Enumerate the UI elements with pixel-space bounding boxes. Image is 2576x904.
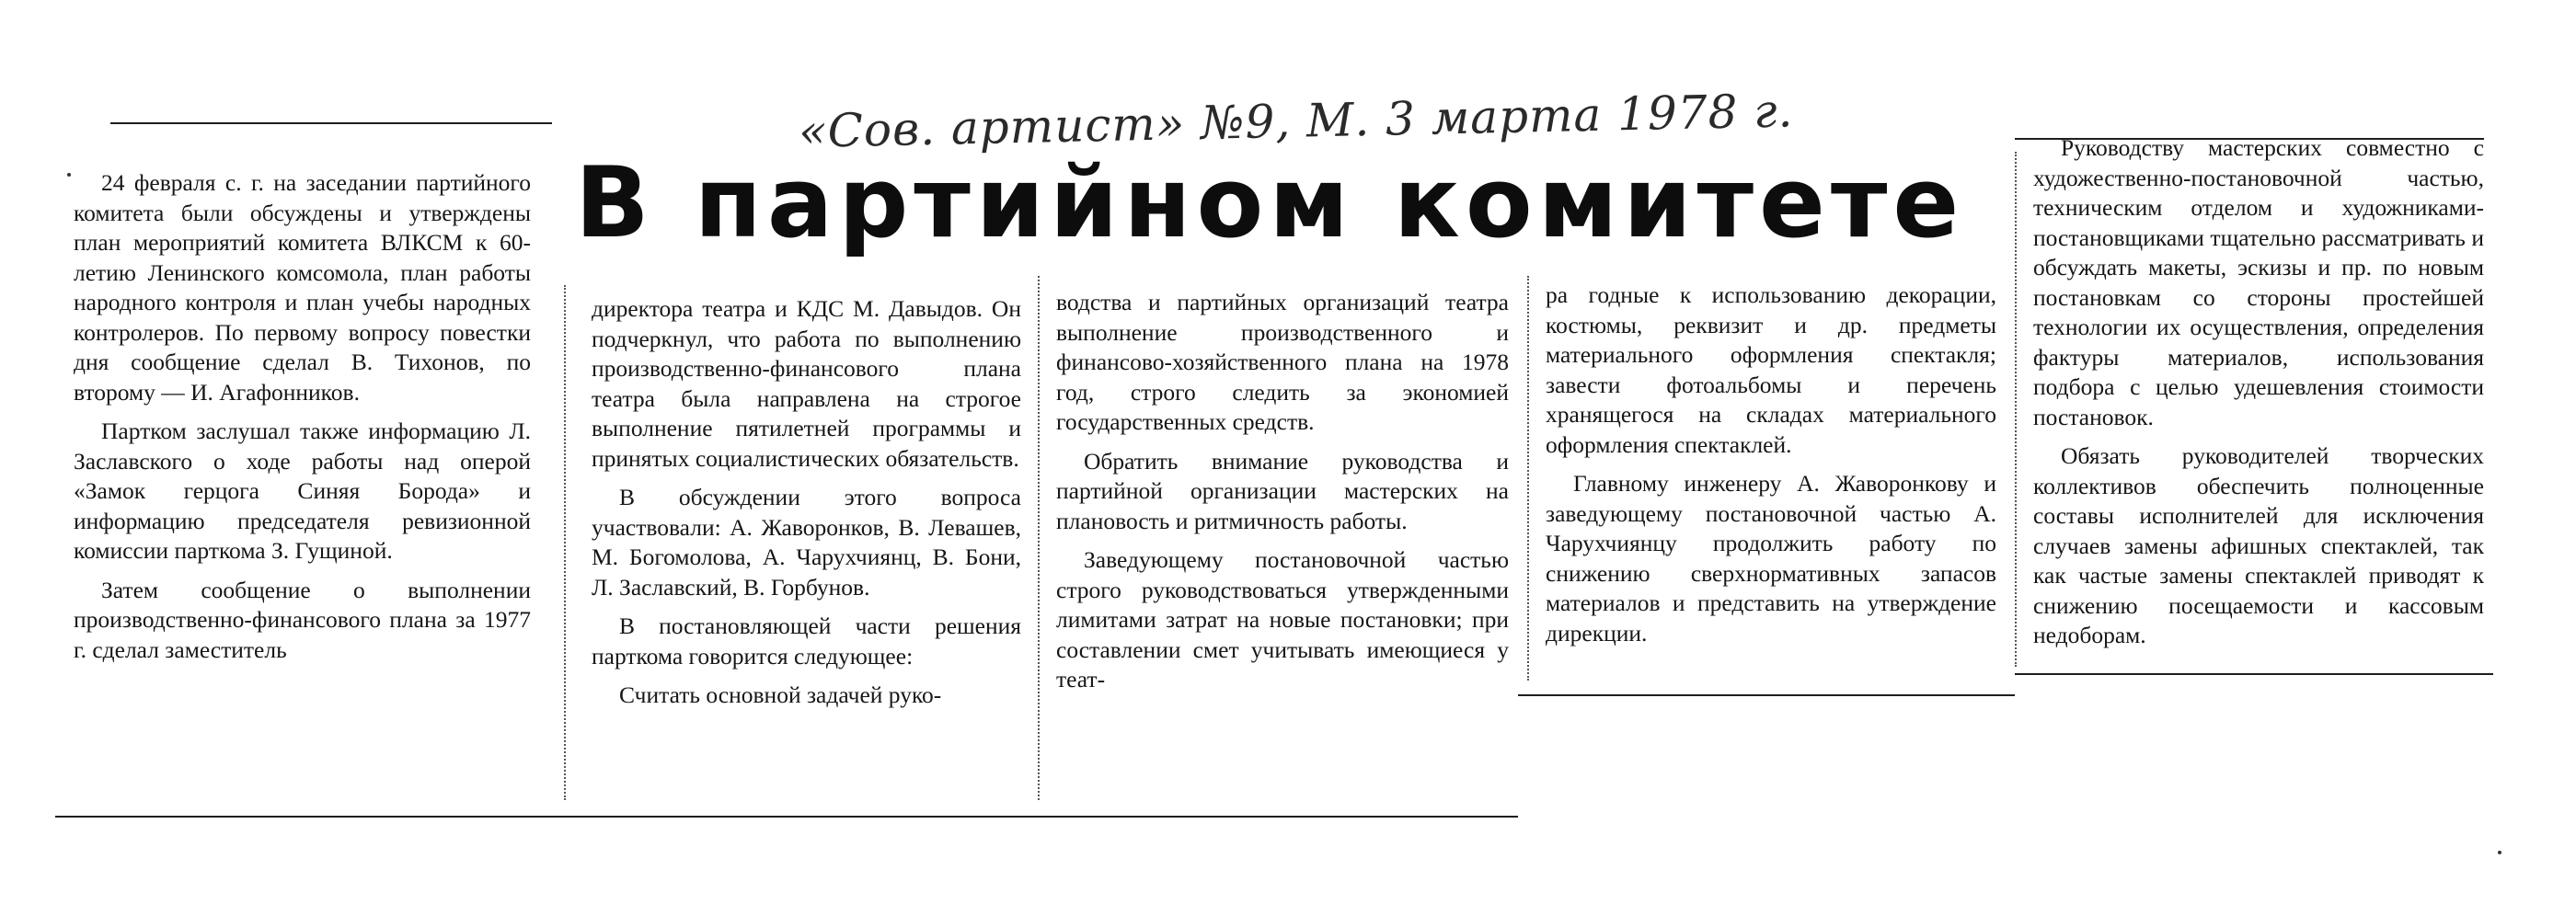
scan-speck (67, 173, 71, 177)
column-2-paragraph-1: директора театра и КДС М. Давыдов. Он подчеркнул, что работа по выполнению производственно-финансового плана театра была направлена на строгое выполнение пятилетней программы и принятых социалистических обязательств. (592, 295, 1021, 472)
column-5-paragraph-2: Обязать руководителей творческих коллективов обеспечить полноценные составы исполнителей для исключения случаев замены афишных спектаклей, так как частые замены спектаклей приводят к снижению посещаемости и кассовым недоборам. (2033, 442, 2484, 648)
column-separator (1527, 276, 1529, 681)
column-separator (2015, 152, 2017, 667)
column-separator (564, 285, 566, 800)
column-3-paragraph-2: Обратить внимание руководства и партийной организации мастерских на плановость и ритмичность работы. (1056, 447, 1509, 534)
column-1-paragraph-2: Партком заслушал также информацию Л. Заславского о ходе работы над оперой «Замок герцога Синяя Борода» и информацию председателя ревизионной комиссии парткома З. Гущиной. (74, 418, 531, 564)
column-5-paragraph-1: Руководству мастерских совместно с художественно-постановочной частью, техническим отделом и художниками-постановщиками тщательно рассматривать и обсуждать макеты, эскизы и пр. по новым постановкам со стороны простейшей технологии их осуществления, определения фактуры материалов, использования подбора с целью удешевления стоимости постановок. (2033, 134, 2484, 430)
article-column-3 (1056, 288, 1509, 695)
scan-speck (2498, 851, 2501, 854)
bottom-rule-left (55, 816, 1518, 818)
article-column-5 (2033, 133, 2484, 651)
article-headline: В партийном комитете (575, 146, 1965, 259)
column-1-paragraph-3: Затем сообщение о выполнении производственно-финансового плана за 1977 г. сделал заместитель (74, 576, 531, 663)
column-2-paragraph-2: В обсуждении этого вопроса участвовали: А. Жаворонков, В. Левашев, М. Богомолова, А. Чарухчиянц, В. Бони, Л. Заславский, В. Горбунов. (592, 484, 1021, 601)
article-column-1 (74, 168, 531, 665)
handwritten-source-note: «Сов. артист» №9, М. 3 марта 1978 г. (798, 84, 1794, 158)
article-column-2 (592, 294, 1021, 711)
column-4-paragraph-1: ра годные к использованию декорации, костюмы, реквизит и др. предметы материального оформления спектакля; завести фотоальбомы и перечень хранящегося на складах материального оформления спектаклей. (1546, 281, 1996, 458)
column-4-paragraph-2: Главному инженеру А. Жаворонкову и заведующему постановочной частью А. Чарухчиянцу продолжить работу по снижению сверхнормативных запасов материалов и представить на утверждение дирекции. (1546, 470, 1996, 647)
column-2-paragraph-4: Считать основной задачей руко- (619, 681, 942, 708)
top-rule-left (110, 122, 552, 124)
bottom-rule-mid (1518, 694, 2015, 696)
column-1-paragraph-1: 24 февраля с. г. на заседании партийного комитета были обсуждены и утверждены план мероприятий комитета ВЛКСМ к 60-летию Ленинского комсомола, план работы народного контроля и план учебы народных контролеров. По первому вопросу повестки дня сообщение сделал В. Тихонов, по второму — И. Агафонников. (74, 169, 531, 406)
article-column-4 (1546, 280, 1996, 648)
column-separator (1038, 276, 1040, 800)
column-3-paragraph-1: водства и партийных организаций театра выполнение производственного и финансово-хозяйственного плана на 1978 год, строго следить за экономией государственных средств. (1056, 289, 1509, 435)
column-2-paragraph-3: В постановляющей части решения парткома говорится следующее: (592, 612, 1021, 669)
bottom-rule-right (2015, 673, 2493, 675)
column-3-paragraph-3: Заведующему постановочной частью строго руководствоваться утвержденными лимитами затрат на новые постановки; при составлении смет учитывать имеющиеся у теат- (1056, 546, 1509, 692)
